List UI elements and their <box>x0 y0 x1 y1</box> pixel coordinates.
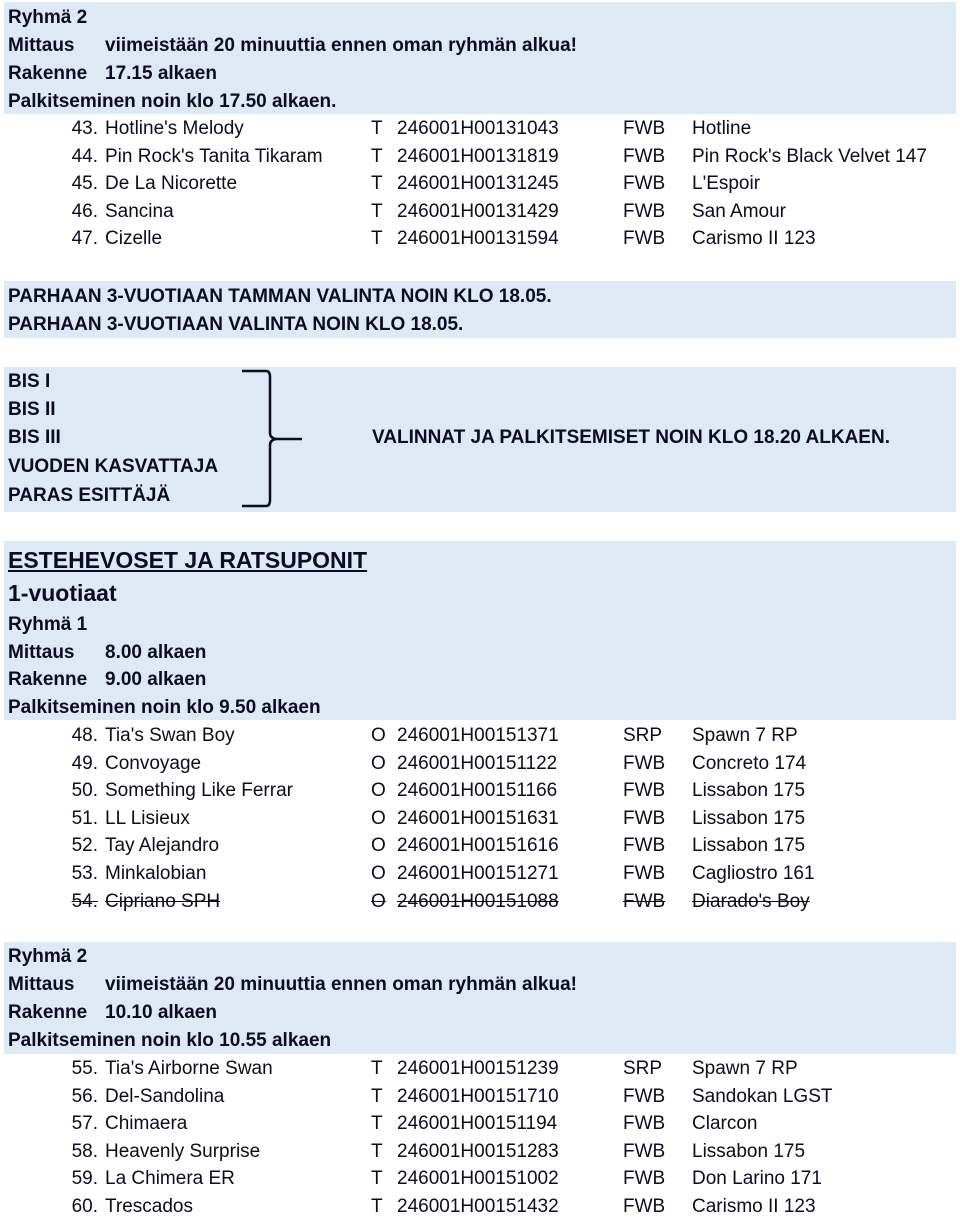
sex-code: T <box>371 1168 383 1190</box>
breed-code: FWB <box>623 890 666 912</box>
entry-row <box>0 832 960 860</box>
horse-name: De La Nicorette <box>105 173 238 195</box>
horse-name: Tay Alejandro <box>105 835 220 857</box>
entry-row <box>0 225 960 253</box>
group1-mittaus: Mittaus 8.00 alkaen <box>8 642 207 663</box>
sire-name: Spawn 7 RP <box>692 725 798 746</box>
registration-number: 246001H00131819 <box>397 145 559 167</box>
group2-title: Ryhmä 2 <box>8 946 88 967</box>
breed-code: FWB <box>623 863 666 884</box>
horse-name: Hotline's Melody <box>105 118 244 139</box>
breed-code: FWB <box>623 1085 666 1107</box>
bis-item: BIS III <box>8 427 61 448</box>
sex-code: O <box>371 890 386 912</box>
registration-number: 246001H00131245 <box>397 173 559 195</box>
breed-code: FWB <box>623 1196 666 1217</box>
group1-title: Ryhmä 1 <box>8 614 88 635</box>
registration-number: 246001H00151371 <box>397 725 559 746</box>
bis-note: VALINNAT JA PALKITSEMISET NOIN KLO 18.20 ALKAEN. <box>372 427 890 448</box>
entry-number: 46. <box>71 200 98 222</box>
bis-item: VUODEN KASVATTAJA <box>8 456 219 477</box>
breed-code: SRP <box>623 725 663 746</box>
group2-mittaus: Mittaus viimeistään 20 minuuttia ennen oman ryhmän alkua! <box>8 974 577 995</box>
entry-number: 56. <box>71 1085 98 1107</box>
bis-item: BIS I <box>8 371 51 392</box>
group2-rakenne: Rakenne 10.10 alkaen <box>8 1002 217 1023</box>
horse-name: Convoyage <box>105 752 202 774</box>
registration-number: 246001H00151088 <box>397 890 559 912</box>
sire-name: Carismo II 123 <box>692 1196 816 1217</box>
group1-rakenne: Rakenne 9.00 alkaen <box>8 669 207 690</box>
registration-number: 246001H00151283 <box>397 1140 559 1162</box>
sire-name: Lissabon 175 <box>692 1140 806 1162</box>
group2-palkitseminen: Palkitseminen noin klo 10.55 alkaen <box>8 1030 332 1051</box>
sire-name: L'Espoir <box>692 173 761 195</box>
entry-row <box>0 860 960 888</box>
entry-number: 43. <box>71 118 98 139</box>
group2-top-mittaus: Mittaus viimeistään 20 minuuttia ennen oman ryhmän alkua! <box>8 35 577 56</box>
sire-name: Hotline <box>692 118 752 139</box>
sex-code: T <box>371 1196 383 1217</box>
entry-row <box>0 777 960 805</box>
horse-name: Minkalobian <box>105 863 207 884</box>
entry-row <box>0 1083 960 1111</box>
entry-number: 50. <box>71 780 98 802</box>
breed-code: FWB <box>623 780 666 802</box>
sire-name: Don Larino 171 <box>692 1168 822 1190</box>
entry-number: 47. <box>71 228 98 250</box>
sex-code: T <box>371 173 383 195</box>
group2-top-title: Ryhmä 2 <box>8 7 88 28</box>
age-title: 1-vuotiaat <box>8 580 117 606</box>
registration-number: 246001H00151194 <box>397 1113 558 1135</box>
entry-number: 59. <box>71 1168 98 1190</box>
sire-name: Diarado's Boy <box>692 890 810 912</box>
entry-row <box>0 888 960 916</box>
registration-number: 246001H00151631 <box>397 807 559 829</box>
sex-code: O <box>371 863 386 884</box>
horse-name: Del-Sandolina <box>105 1085 225 1107</box>
entry-number: 57. <box>71 1113 98 1135</box>
sex-code: T <box>371 1140 383 1162</box>
breed-code: FWB <box>623 228 666 250</box>
entry-number: 48. <box>71 725 98 746</box>
sex-code: T <box>371 200 383 222</box>
horse-name: Tia's Airborne Swan <box>105 1058 273 1079</box>
sex-code: T <box>371 118 383 139</box>
breed-code: FWB <box>623 200 666 222</box>
entry-number: 51. <box>71 807 98 829</box>
entry-row <box>0 805 960 833</box>
horse-name: Tia's Swan Boy <box>105 725 235 746</box>
registration-number: 246001H00151432 <box>397 1196 559 1217</box>
horse-name: La Chimera ER <box>105 1168 235 1190</box>
entry-number: 58. <box>71 1140 98 1162</box>
breed-code: FWB <box>623 118 666 139</box>
breed-code: FWB <box>623 835 666 857</box>
breed-code: FWB <box>623 752 666 774</box>
registration-number: 246001H00151122 <box>397 752 558 774</box>
entry-row <box>0 115 960 143</box>
horse-name: Something Like Ferrar <box>105 780 293 802</box>
sex-code: T <box>371 1058 383 1079</box>
entry-number: 44. <box>71 145 98 167</box>
registration-number: 246001H00151271 <box>397 863 559 884</box>
sex-code: T <box>371 1113 383 1135</box>
registration-number: 246001H00151616 <box>397 835 559 857</box>
entry-row <box>0 722 960 750</box>
horse-name: Heavenly Surprise <box>105 1140 261 1162</box>
horse-name: Cizelle <box>105 228 163 250</box>
entry-number: 60. <box>71 1196 98 1217</box>
horse-name: Chimaera <box>105 1113 188 1135</box>
entry-number: 54. <box>71 890 98 912</box>
registration-number: 246001H00131043 <box>397 118 559 139</box>
sire-name: Concreto 174 <box>692 752 807 774</box>
entry-row <box>0 1165 960 1193</box>
sex-code: T <box>371 228 383 250</box>
entry-number: 55. <box>71 1058 98 1079</box>
entry-row <box>0 1110 960 1138</box>
breed-code: FWB <box>623 173 666 195</box>
breed-code: FWB <box>623 145 666 167</box>
sex-code: O <box>371 725 386 746</box>
section-title: ESTEHEVOSET JA RATSUPONIT <box>8 547 368 573</box>
curly-brace-icon <box>236 367 306 512</box>
sire-name: Pin Rock's Black Velvet 147 <box>692 145 927 167</box>
sire-name: Clarcon <box>692 1113 758 1135</box>
registration-number: 246001H00131594 <box>397 228 559 250</box>
sex-code: O <box>371 780 386 802</box>
entry-row <box>0 143 960 171</box>
group2-top-rakenne: Rakenne 17.15 alkaen <box>8 63 217 84</box>
entry-row <box>0 1138 960 1166</box>
entry-number: 45. <box>71 173 98 195</box>
sire-name: Cagliostro 161 <box>692 863 815 884</box>
sire-name: Carismo II 123 <box>692 228 816 250</box>
entry-row <box>0 198 960 226</box>
horse-name: Trescados <box>105 1196 193 1217</box>
entry-number: 49. <box>71 752 98 774</box>
breed-code: FWB <box>623 807 666 829</box>
bis-item: BIS II <box>8 399 56 420</box>
registration-number: 246001H00151166 <box>397 780 558 802</box>
group2-top-palkitseminen: Palkitseminen noin klo 17.50 alkaen. <box>8 91 337 112</box>
breed-code: FWB <box>623 1140 666 1162</box>
sex-code: T <box>371 1085 383 1107</box>
horse-name: Pin Rock's Tanita Tikaram <box>105 145 323 167</box>
sex-code: O <box>371 835 386 857</box>
entry-row <box>0 750 960 778</box>
registration-number: 246001H00151002 <box>397 1168 559 1190</box>
breed-code: SRP <box>623 1058 663 1079</box>
sex-code: O <box>371 752 386 774</box>
horse-name: LL Lisieux <box>105 807 190 829</box>
registration-number: 246001H00151239 <box>397 1058 559 1079</box>
sire-name: Lissabon 175 <box>692 807 806 829</box>
entry-row <box>0 170 960 198</box>
sex-code: O <box>371 807 386 829</box>
best-mare-line: PARHAAN 3-VUOTIAAN TAMMAN VALINTA NOIN KLO 18.05. <box>8 286 552 307</box>
sire-name: Lissabon 175 <box>692 835 806 857</box>
registration-number: 246001H00131429 <box>397 200 559 222</box>
entry-row <box>0 1193 960 1221</box>
sire-name: Lissabon 175 <box>692 780 806 802</box>
best-line: PARHAAN 3-VUOTIAAN VALINTA NOIN KLO 18.05. <box>8 314 464 335</box>
horse-name: Sancina <box>105 200 174 222</box>
entry-number: 53. <box>71 863 98 884</box>
bis-item: PARAS ESITTÄJÄ <box>8 485 171 506</box>
entry-row <box>0 1055 960 1083</box>
breed-code: FWB <box>623 1168 666 1190</box>
sire-name: Sandokan LGST <box>692 1085 833 1107</box>
sire-name: San Amour <box>692 200 786 222</box>
group1-palkitseminen: Palkitseminen noin klo 9.50 alkaen <box>8 697 321 718</box>
sex-code: T <box>371 145 383 167</box>
breed-code: FWB <box>623 1113 666 1135</box>
entry-number: 52. <box>71 835 98 857</box>
horse-name: Cipriano SPH <box>105 890 221 912</box>
registration-number: 246001H00151710 <box>397 1085 559 1107</box>
sire-name: Spawn 7 RP <box>692 1058 798 1079</box>
